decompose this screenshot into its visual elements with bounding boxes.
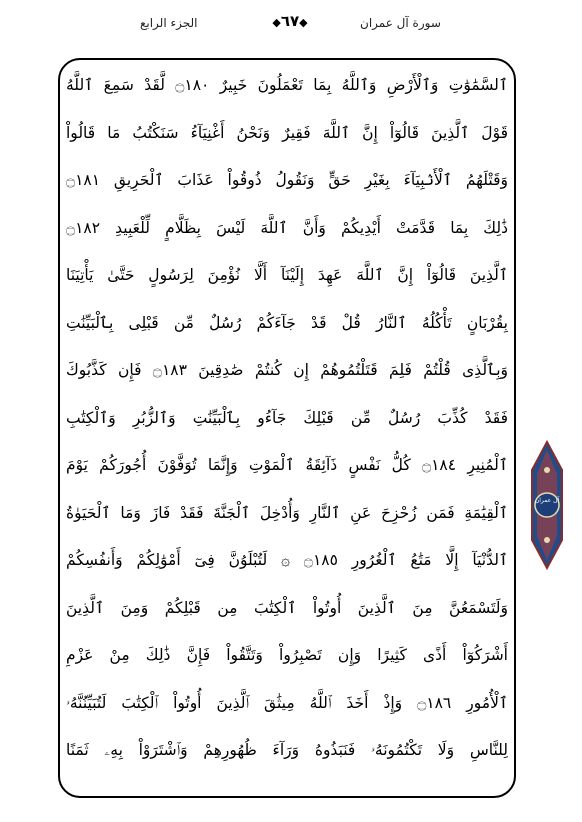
page-number — [250, 12, 330, 30]
ornament-icon: ◆ — [299, 16, 308, 29]
margin-medallion-icon — [530, 440, 564, 570]
ornament-icon: ◆ — [272, 16, 281, 29]
text-line: ٱلسَّمَٰوَٰتِ وَٱلْأَرْضِ وَٱللَّهُ بِمَا تَعْمَلُونَ خَبِيرٌ ۝١٨٠ لَّقَدْ سَمِعَ ٱللَّهُ — [66, 76, 508, 94]
text-line: ٱلَّذِينَ قَالُوٓاْ إِنَّ ٱللَّهَ عَهِدَ إِلَيْنَآ أَلَّا نُؤْمِنَ لِرَسُولٍ حَتَّىٰ يَأْتِيَنَا — [66, 266, 508, 284]
quran-text-block — [66, 62, 508, 775]
text-line: ذَٰلِكَ بِمَا قَدَّمَتْ أَيْدِيكُمْ وَأَنَّ ٱللَّهَ لَيْسَ بِظَلَّامٍ لِّلْعَبِيدِ ۝١٨٢ — [66, 218, 508, 237]
margin-surah-label: آل عمران — [534, 497, 560, 504]
text-line: بِقُرْبَانٍ تَأْكُلُهُ ٱلنَّارُ قُلْ قَدْ جَآءَكُمْ رُسُلٌ مِّن قَبْلِى بِٱلْبَيِّنَٰتِ — [66, 313, 508, 332]
text-line: ٱلْقِيَٰمَةِ فَمَن زُحْزِحَ عَنِ ٱلنَّارِ وَأُدْخِلَ ٱلْجَنَّةَ فَقَدْ فَازَ وَمَا ٱلْحَيَوٰةُ — [66, 503, 508, 522]
surah-label: سورة آل عمران — [360, 16, 441, 30]
text-line: قَوْلَ ٱلَّذِينَ قَالُوٓاْ إِنَّ ٱللَّهَ فَقِيرٌ وَنَحْنُ أَغْنِيَآءُ سَنَكْتُبُ مَا قَالُواْ — [66, 123, 508, 142]
text-line: وَبِٱلَّذِى قُلْتُمْ فَلِمَ قَتَلْتُمُوهُمْ إِن كُنتُمْ صَٰدِقِينَ ۝١٨٣ فَإِن كَذَّبُوكَ — [66, 361, 508, 379]
text-line: وَلَتَسْمَعُنَّ مِنَ ٱلَّذِينَ أُوتُواْ ٱلْكِتَٰبَ مِن قَبْلِكُمْ وَمِنَ ٱلَّذِينَ — [66, 598, 508, 617]
text-line: لِلنَّاسِ وَلَا تَكْتُمُونَهُۥ فَنَبَذُوهُ وَرَآءَ ظُهُورِهِمْ وَٱشْتَرَوْاْ بِهِۦ ثَمَنًا — [66, 741, 508, 759]
text-line: ٱلْمُنِيرِ ۝١٨٤ كُلُّ نَفْسٍ ذَآئِقَةُ ٱلْمَوْتِ وَإِنَّمَا تُوَفَّوْنَ أُجُورَكُمْ يَوْمَ — [66, 456, 508, 474]
text-line: ٱلْأُمُورِ ۝١٨٦ وَإِذْ أَخَذَ ٱللَّهُ مِيثَٰقَ ٱلَّذِينَ أُوتُواْ ٱلْكِتَٰبَ لَتُبَيِّنُنَّهُۥ — [66, 693, 508, 712]
page-header — [0, 12, 582, 42]
text-line: ٱلدُّنْيَآ إِلَّا مَتَٰعُ ٱلْغُرُورِ ۝١٨٥ ۞ لَتُبْلَوُنَّ فِىٓ أَمْوَٰلِكُمْ وَأَنفُسِكُمْ — [66, 551, 508, 569]
text-line: فَقَدْ كُذِّبَ رُسُلٌ مِّن قَبْلِكَ جَآءُو بِٱلْبَيِّنَٰتِ وَٱلزُّبُرِ وَٱلْكِتَٰبِ — [66, 408, 508, 427]
page-number-text: ٦٧ — [280, 12, 300, 30]
juz-label: الجزء الرابع — [140, 16, 198, 30]
text-line: أَشْرَكُوٓاْ أَذًى كَثِيرًا وَإِن تَصْبِرُواْ وَتَتَّقُواْ فَإِنَّ ذَٰلِكَ مِنْ عَزْمِ — [66, 646, 508, 664]
text-line: وَقَتْلَهُمُ ٱلْأَنۢبِيَآءَ بِغَيْرِ حَقٍّ وَنَقُولُ ذُوقُواْ عَذَابَ ٱلْحَرِيقِ ۝١٨١ — [66, 171, 508, 189]
